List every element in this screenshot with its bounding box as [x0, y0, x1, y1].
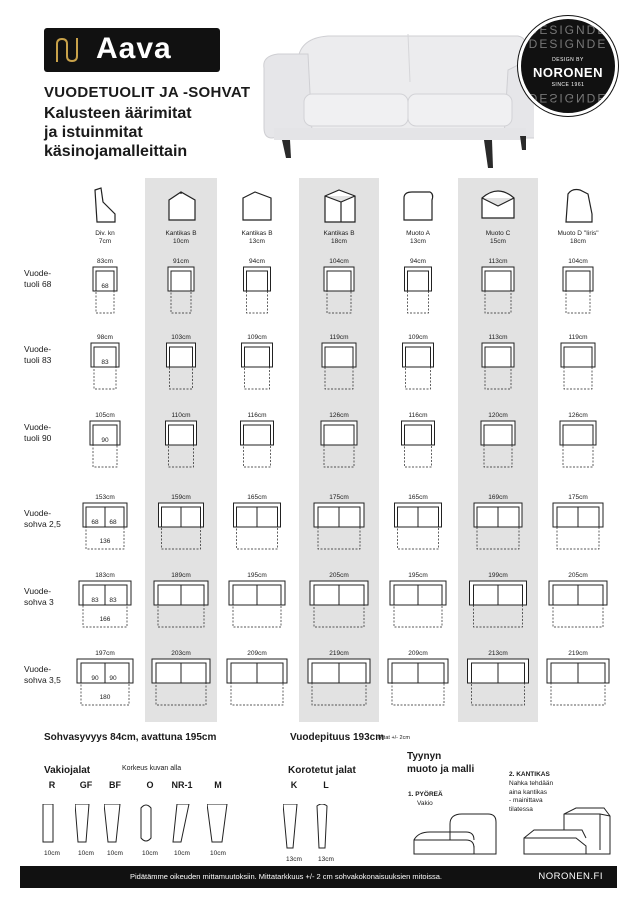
- furniture-plan-icon: [378, 412, 458, 474]
- leg-code: GF: [79, 780, 93, 790]
- column-label: Kantikas B 13cm: [241, 230, 273, 245]
- furniture-plan-icon: [299, 412, 379, 474]
- leg-height: 13cm: [286, 856, 302, 863]
- dimension-cell: [141, 412, 221, 474]
- furniture-plan-icon: [217, 258, 297, 320]
- width-value: 113cm: [488, 258, 508, 265]
- dimension-cell: [299, 650, 379, 712]
- dimension-cell: [65, 572, 145, 634]
- leg-height: 10cm: [142, 850, 158, 857]
- furniture-plan-icon: [299, 650, 379, 712]
- width-value: 219cm: [568, 650, 588, 657]
- badge-ghost-text-top: DESIGNDE: [528, 23, 608, 37]
- badge-ghost-text-top-2: DESIGNDE: [528, 37, 608, 51]
- width-value: 91cm: [173, 258, 189, 265]
- sofa-depth-info: Sohvasyvyys 84cm, avattuna 195cm: [44, 732, 217, 743]
- raised-legs-title: Korotetut jalat: [288, 765, 356, 776]
- dimension-cell: [378, 650, 458, 712]
- width-value: 213cm: [488, 650, 508, 657]
- width-value: 153cm: [95, 494, 115, 501]
- dimension-cell: [217, 258, 297, 320]
- width-value: 116cm: [247, 412, 267, 419]
- dimension-cell: [538, 334, 618, 396]
- dimension-cell: [378, 572, 458, 634]
- dimension-cell: [217, 494, 297, 556]
- width-value: 120cm: [488, 412, 508, 419]
- dimension-cell: [141, 650, 221, 712]
- leg-code: O: [146, 780, 154, 790]
- width-value: 119cm: [329, 334, 349, 341]
- width-value: 83cm: [97, 258, 113, 265]
- armrest-muoto-d-iiris-icon: [558, 184, 598, 228]
- width-value: 189cm: [171, 572, 191, 579]
- furniture-plan-icon: [141, 258, 221, 320]
- leg-height: 10cm: [107, 850, 123, 857]
- armrest-kantikas-b-13-icon: [237, 184, 277, 228]
- width-value: 209cm: [247, 650, 267, 657]
- dimension-cell: [458, 650, 538, 712]
- width-value: 109cm: [247, 334, 267, 341]
- footer-bar: [20, 866, 617, 888]
- column-header: [542, 184, 614, 246]
- square-cushion-icon: [520, 806, 612, 858]
- width-value: 104cm: [568, 258, 588, 265]
- badge-brand: NORONEN: [533, 65, 603, 80]
- leg-option: [168, 780, 196, 857]
- furniture-plan-icon: [458, 494, 538, 556]
- width-value: 169cm: [488, 494, 508, 501]
- badge-ghost-text-bottom: DESIGNDE: [528, 91, 608, 105]
- furniture-plan-icon: [538, 334, 618, 396]
- bed-width-value: 166: [99, 616, 111, 623]
- furniture-plan-icon: [217, 412, 297, 474]
- dimension-cell: [378, 258, 458, 320]
- furniture-plan-icon: [141, 334, 221, 396]
- dimension-cell: [538, 494, 618, 556]
- tapered-leg-gf-icon: [75, 804, 97, 844]
- aava-logo-mark-icon: [54, 36, 80, 64]
- column-header: [382, 184, 454, 246]
- row-label: Vuode- sohva 3,5: [24, 664, 61, 685]
- dimension-cell: [217, 334, 297, 396]
- page-title: VUODETUOLIT JA -SOHVAT: [44, 84, 251, 101]
- furniture-plan-icon: [378, 572, 458, 634]
- furniture-plan-icon: [538, 650, 618, 712]
- seat-width-value: 68: [101, 283, 109, 290]
- leg-option: [136, 780, 164, 857]
- width-value: 203cm: [171, 650, 191, 657]
- leg-option: [204, 780, 232, 857]
- furniture-plan-icon: [141, 572, 221, 634]
- leg-code: R: [48, 780, 56, 790]
- width-value: 109cm: [408, 334, 428, 341]
- dimension-cell: [538, 412, 618, 474]
- armrest-kantikas-b-10-icon: [161, 184, 201, 228]
- aava-logo: [44, 28, 220, 72]
- furniture-plan-icon: [299, 572, 379, 634]
- furniture-plan-icon: [299, 334, 379, 396]
- width-value: 195cm: [408, 572, 428, 579]
- standard-legs-title: Vakiojalat: [44, 765, 91, 776]
- furniture-plan-icon: [458, 412, 538, 474]
- width-value: 126cm: [329, 412, 349, 419]
- leg-height-note: Korkeus kuvan alla: [122, 765, 182, 772]
- furniture-plan-icon: [378, 334, 458, 396]
- armrest-muoto-a-icon: [398, 184, 438, 228]
- dimension-cell: [217, 412, 297, 474]
- leg-code: K: [290, 780, 298, 790]
- dimension-cell: [538, 572, 618, 634]
- sofa-photo: [258, 20, 534, 170]
- width-value: 94cm: [249, 258, 265, 265]
- width-value: 105cm: [95, 412, 115, 419]
- column-label: Muoto A 13cm: [406, 230, 430, 245]
- furniture-plan-icon: [458, 334, 538, 396]
- leg-height: 10cm: [174, 850, 190, 857]
- leg-option: [38, 780, 66, 857]
- width-value: 209cm: [408, 650, 428, 657]
- seat-width-value: 68: [91, 519, 99, 526]
- seat-width-value: 68: [109, 519, 117, 526]
- armrest-muoto-c-icon: [478, 184, 518, 228]
- furniture-plan-icon: [378, 494, 458, 556]
- furniture-plan-icon: [458, 572, 538, 634]
- dimension-cell: [378, 494, 458, 556]
- leg-code: BF: [109, 780, 121, 790]
- dimension-cell: [538, 258, 618, 320]
- furniture-plan-icon: [217, 572, 297, 634]
- dimension-cell: [458, 258, 538, 320]
- width-value: 165cm: [247, 494, 267, 501]
- seat-width-value: 83: [91, 597, 99, 604]
- row-label: Vuode- tuoli 90: [24, 422, 52, 443]
- leg-height: 10cm: [44, 850, 60, 857]
- column-header: [462, 184, 534, 246]
- furniture-plan-icon: [217, 494, 297, 556]
- row-label: Vuode- sohva 3: [24, 586, 54, 607]
- cushion-round-desc: Vakio: [417, 800, 433, 807]
- noronen-design-badge: [518, 16, 618, 116]
- width-value: 197cm: [95, 650, 115, 657]
- bed-length-info: Vuodepituus 193cm: [290, 732, 385, 743]
- width-value: 159cm: [171, 494, 191, 501]
- width-value: 119cm: [568, 334, 588, 341]
- dimension-cell: [458, 334, 538, 396]
- width-value: 195cm: [247, 572, 267, 579]
- tolerance-note: Mitat +/- 2cm: [378, 735, 410, 741]
- width-value: 165cm: [408, 494, 428, 501]
- width-value: 199cm: [488, 572, 508, 579]
- dimension-cell: [458, 572, 538, 634]
- dimension-cell: [458, 412, 538, 474]
- column-label: Muoto D "Iiris" 18cm: [557, 230, 599, 245]
- tall-tapered-leg-k-icon: [283, 804, 305, 850]
- leg-height: 13cm: [318, 856, 334, 863]
- row-label: Vuode- tuoli 83: [24, 344, 52, 365]
- leg-height: 10cm: [78, 850, 94, 857]
- dimension-cell: [299, 334, 379, 396]
- furniture-plan-icon: [141, 494, 221, 556]
- dimension-cell: [217, 572, 297, 634]
- row-label: Vuode- sohva 2,5: [24, 508, 61, 529]
- dimension-cell: [538, 650, 618, 712]
- furniture-plan-icon: [538, 412, 618, 474]
- furniture-plan-icon: [217, 334, 297, 396]
- dimension-cell: [299, 412, 379, 474]
- furniture-plan-icon: [141, 412, 221, 474]
- dimension-cell: [299, 494, 379, 556]
- dimension-cell: [141, 258, 221, 320]
- seat-width-value: 83: [101, 359, 109, 366]
- dimension-cell: [65, 494, 145, 556]
- dimension-cell: [141, 572, 221, 634]
- width-value: 175cm: [568, 494, 588, 501]
- furniture-plan-icon: [217, 650, 297, 712]
- tapered-leg-bf-icon: [104, 804, 126, 844]
- wide-tapered-leg-m-icon: [207, 804, 229, 844]
- cushion-square-desc: Nahka tehdään aina kantikas - mainittava tilatessa: [509, 780, 554, 813]
- leg-option: [72, 780, 100, 857]
- width-value: 103cm: [171, 334, 191, 341]
- furniture-plan-icon: [458, 650, 538, 712]
- width-value: 104cm: [329, 258, 349, 265]
- width-value: 110cm: [171, 412, 191, 419]
- bed-width-value: 136: [99, 538, 111, 545]
- dimension-cell: [65, 258, 145, 320]
- page-subtitle: Kalusteen äärimitat ja istuinmitat käsinojamalleittain: [44, 105, 192, 160]
- furniture-plan-icon: [299, 494, 379, 556]
- footer-disclaimer: Pidätämme oikeuden mittamuutoksiin. Mittatarkkuus +/- 2 cm sohvakokonaisuuksien mitoissa.: [130, 872, 443, 881]
- dimension-cell: [378, 334, 458, 396]
- furniture-plan-icon: [458, 258, 538, 320]
- dimension-cell: [378, 412, 458, 474]
- armrest-kantikas-b-18-icon: [319, 184, 359, 228]
- leg-option: [101, 780, 129, 857]
- badge-design-by: DESIGN BY: [552, 57, 584, 63]
- width-value: 116cm: [408, 412, 428, 419]
- dimension-cell: [217, 650, 297, 712]
- column-label: Muoto C 15cm: [485, 230, 511, 245]
- column-header: [69, 184, 141, 246]
- seat-width-value: 90: [91, 675, 99, 682]
- leg-option: [312, 780, 340, 863]
- badge-since: SINCE 1961: [551, 82, 585, 88]
- brand-name: Aava: [96, 32, 172, 65]
- furniture-plan-icon: [538, 494, 618, 556]
- seat-width-value: 90: [109, 675, 117, 682]
- furniture-plan-icon: [538, 572, 618, 634]
- seat-width-value: 90: [101, 437, 109, 444]
- slanted-leg-nr1-icon: [171, 804, 193, 844]
- dimension-cell: [141, 334, 221, 396]
- cushion-round-title: 1. PYÖREÄ: [408, 791, 443, 798]
- width-value: 183cm: [95, 572, 115, 579]
- width-value: 126cm: [568, 412, 588, 419]
- column-header: [145, 184, 217, 246]
- furniture-plan-icon: [538, 258, 618, 320]
- bed-width-value: 180: [99, 694, 111, 701]
- leg-height: 10cm: [210, 850, 226, 857]
- column-label: Div. kn 7cm: [95, 230, 115, 245]
- furniture-plan-icon: [299, 258, 379, 320]
- dimension-cell: [299, 258, 379, 320]
- oval-leg-icon: [139, 804, 161, 844]
- round-leg-icon: [41, 804, 63, 844]
- footer-website-link[interactable]: NORONEN.FI: [538, 871, 603, 882]
- leg-code: L: [323, 780, 329, 790]
- width-value: 219cm: [329, 650, 349, 657]
- width-value: 205cm: [329, 572, 349, 579]
- column-label: Kantikas B 18cm: [323, 230, 355, 245]
- column-header: [303, 184, 375, 246]
- width-value: 175cm: [329, 494, 349, 501]
- dimension-cell: [299, 572, 379, 634]
- furniture-plan-icon: [378, 650, 458, 712]
- leg-option: [280, 780, 308, 863]
- round-cushion-icon: [410, 810, 498, 858]
- width-value: 113cm: [488, 334, 508, 341]
- dimension-cell: [65, 334, 145, 396]
- column-header: [221, 184, 293, 246]
- leg-code: M: [214, 780, 222, 790]
- armrest-div-kn-icon: [85, 184, 125, 228]
- furniture-plan-icon: [378, 258, 458, 320]
- dimension-cell: [65, 650, 145, 712]
- leg-code: NR-1: [171, 780, 193, 790]
- dimension-cell: [65, 412, 145, 474]
- width-value: 98cm: [97, 334, 113, 341]
- dimension-cell: [141, 494, 221, 556]
- width-value: 94cm: [410, 258, 426, 265]
- row-label: Vuode- tuoli 68: [24, 268, 52, 289]
- seat-width-value: 83: [109, 597, 117, 604]
- cushion-square-title: 2. KANTIKAS: [509, 771, 550, 778]
- tall-round-leg-l-icon: [315, 804, 337, 850]
- cushion-section-title: Tyynyn muoto ja malli: [407, 751, 475, 775]
- dimension-cell: [458, 494, 538, 556]
- width-value: 205cm: [568, 572, 588, 579]
- furniture-plan-icon: [141, 650, 221, 712]
- column-label: Kantikas B 10cm: [165, 230, 197, 245]
